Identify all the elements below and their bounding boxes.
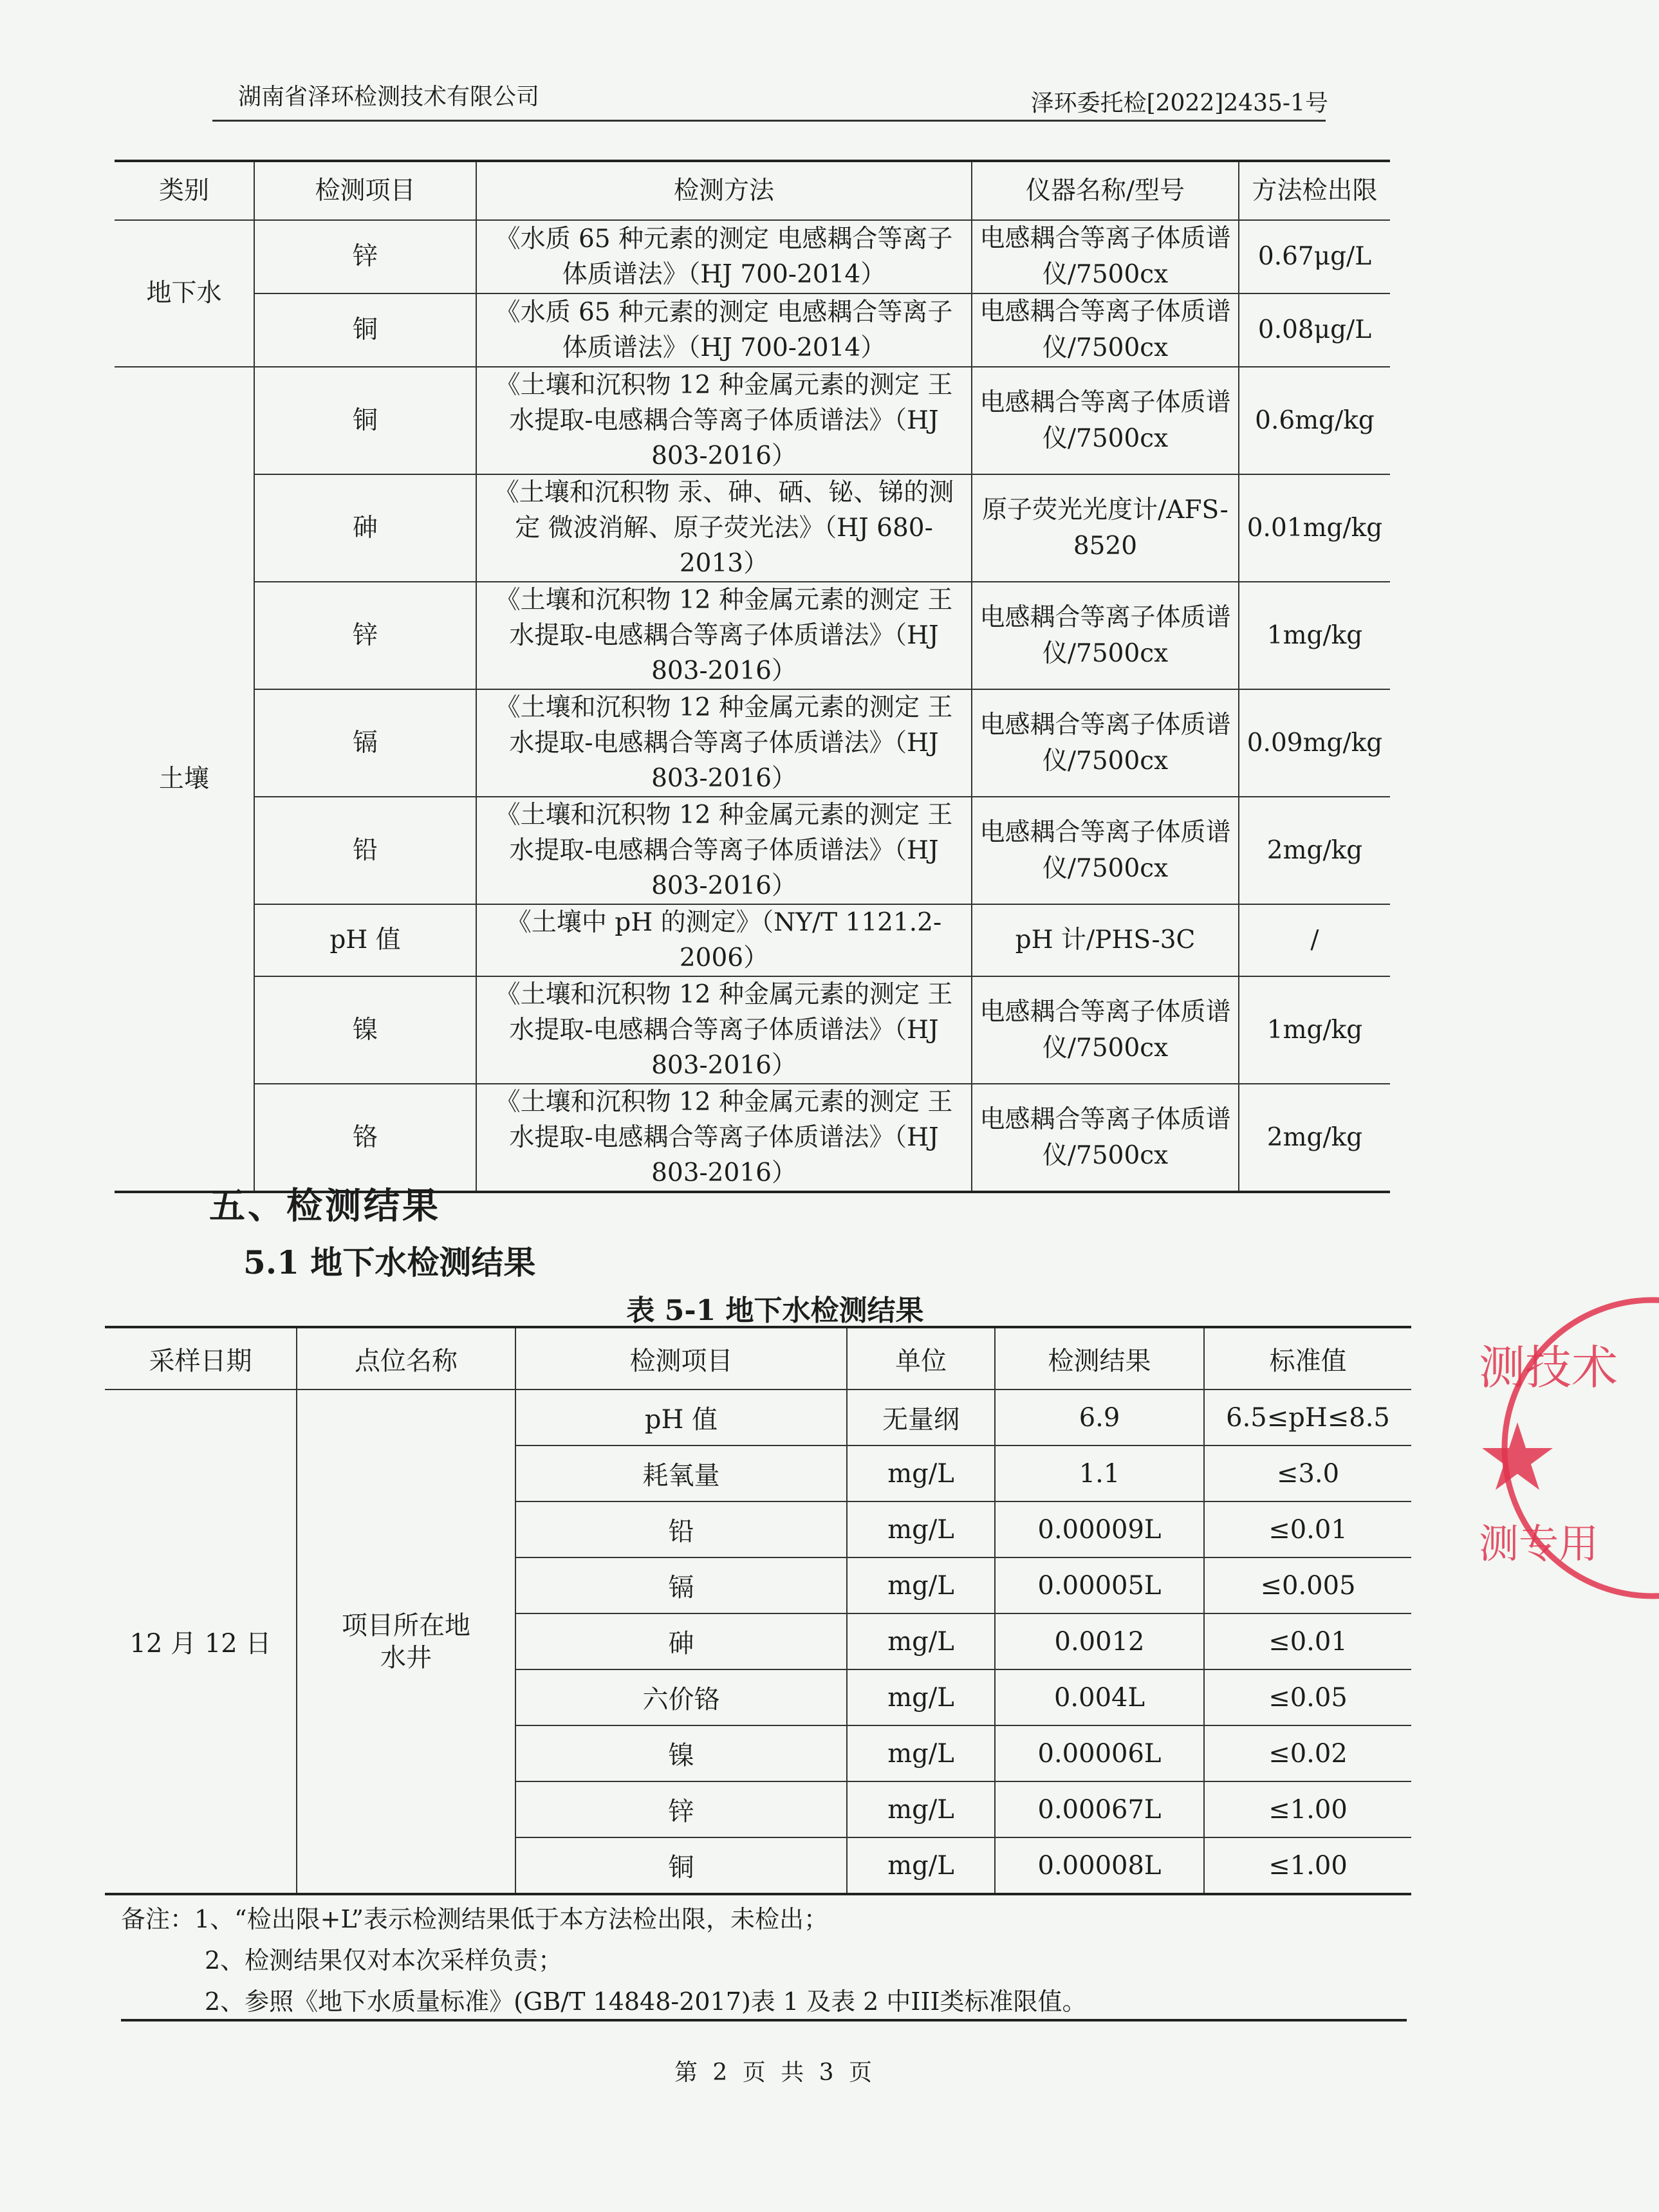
standard-cell: ≤1.00 bbox=[1204, 1781, 1411, 1837]
table-row bbox=[115, 797, 1390, 904]
item-cell: pH 值 bbox=[254, 904, 476, 976]
limit-cell: 0.01mg/kg bbox=[1239, 474, 1390, 582]
limit-cell: 2mg/kg bbox=[1239, 1084, 1390, 1192]
result-cell: 1.1 bbox=[995, 1445, 1204, 1501]
instrument-cell: 电感耦合等离子体质谱仪/7500cx bbox=[972, 797, 1239, 904]
unit-cell: mg/L bbox=[847, 1501, 995, 1557]
standard-cell: ≤0.005 bbox=[1204, 1557, 1411, 1613]
unit-cell: mg/L bbox=[847, 1613, 995, 1669]
item-cell: pH 值 bbox=[515, 1389, 847, 1445]
item-cell: 锌 bbox=[254, 220, 476, 293]
item-cell: 铅 bbox=[254, 797, 476, 904]
method-cell: 《水质 65 种元素的测定 电感耦合等离子体质谱法》（HJ 700-2014） bbox=[476, 293, 972, 367]
limit-cell: / bbox=[1239, 904, 1390, 976]
standard-cell: ≤1.00 bbox=[1204, 1837, 1411, 1894]
item-cell: 砷 bbox=[515, 1613, 847, 1669]
result-cell: 0.00008L bbox=[995, 1837, 1204, 1894]
unit-cell: mg/L bbox=[847, 1725, 995, 1781]
method-cell: 《土壤和沉积物 12 种金属元素的测定 王水提取-电感耦合等离子体质谱法》（HJ 803-2016） bbox=[476, 1084, 972, 1192]
section-title: 五、检测结果 bbox=[209, 1185, 441, 1227]
method-cell: 《土壤和沉积物 汞、砷、硒、铋、锑的测定 微波消解、原子荧光法》（HJ 680-2013） bbox=[476, 474, 972, 582]
sampling-date: 12 月 12 日 bbox=[105, 1389, 297, 1894]
result-cell: 0.00009L bbox=[995, 1501, 1204, 1557]
item-cell: 砷 bbox=[254, 474, 476, 582]
instrument-cell: 电感耦合等离子体质谱仪/7500cx bbox=[972, 1084, 1239, 1192]
limit-cell: 0.67μg/L bbox=[1239, 220, 1390, 293]
standard-cell: ≤3.0 bbox=[1204, 1445, 1411, 1501]
col-header-limit: 方法检出限 bbox=[1239, 161, 1390, 220]
seal-text-bottom: 测专用 bbox=[1479, 1520, 1599, 1567]
unit-cell: 无量纲 bbox=[847, 1389, 995, 1445]
item-cell: 铬 bbox=[254, 1084, 476, 1192]
limit-cell: 1mg/kg bbox=[1239, 976, 1390, 1084]
result-cell: 0.0012 bbox=[995, 1613, 1204, 1669]
remark-3: 2、参照《地下水质量标准》(GB/T 14848-2017)表 1 及表 2 中III类标准限值。 bbox=[205, 1987, 1087, 2016]
standard-cell: ≤0.01 bbox=[1204, 1501, 1411, 1557]
report-number: 泽环委托检[2022]2435-1号 bbox=[1030, 90, 1328, 116]
instrument-cell: 电感耦合等离子体质谱仪/7500cx bbox=[972, 689, 1239, 797]
limit-cell: 2mg/kg bbox=[1239, 797, 1390, 904]
item-cell: 镍 bbox=[515, 1725, 847, 1781]
seal-text-top: 测技术 bbox=[1479, 1341, 1618, 1395]
table-row bbox=[115, 220, 1390, 293]
table-row bbox=[115, 904, 1390, 976]
header-divider bbox=[212, 120, 1326, 122]
method-cell: 《土壤和沉积物 12 种金属元素的测定 王水提取-电感耦合等离子体质谱法》（HJ 803-2016） bbox=[476, 689, 972, 797]
col-header-method: 检测方法 bbox=[476, 161, 972, 220]
table-row bbox=[105, 1389, 1411, 1445]
col-header-instrument: 仪器名称/型号 bbox=[972, 161, 1239, 220]
subsection-title: 5.1 地下水检测结果 bbox=[243, 1243, 536, 1281]
result-table bbox=[105, 1326, 1411, 1895]
result-table-header bbox=[105, 1327, 1411, 1389]
table-row bbox=[115, 367, 1390, 474]
instrument-cell: 电感耦合等离子体质谱仪/7500cx bbox=[972, 582, 1239, 689]
table-row bbox=[115, 976, 1390, 1084]
instrument-cell: 电感耦合等离子体质谱仪/7500cx bbox=[972, 976, 1239, 1084]
table-row bbox=[115, 293, 1390, 367]
unit-cell: mg/L bbox=[847, 1557, 995, 1613]
remarks bbox=[121, 1899, 1086, 2022]
page-number: 第 2 页 共 3 页 bbox=[674, 2059, 876, 2086]
table-row bbox=[115, 474, 1390, 582]
item-cell: 六价铬 bbox=[515, 1669, 847, 1725]
instrument-cell: pH 计/PHS-3C bbox=[972, 904, 1239, 976]
bottom-divider bbox=[121, 2019, 1407, 2021]
item-cell: 锌 bbox=[515, 1781, 847, 1837]
item-cell: 镉 bbox=[254, 689, 476, 797]
method-table-header bbox=[115, 161, 1390, 220]
standard-cell: ≤0.05 bbox=[1204, 1669, 1411, 1725]
item-cell: 耗氧量 bbox=[515, 1445, 847, 1501]
category-soil: 土壤 bbox=[115, 367, 254, 1192]
item-cell: 镍 bbox=[254, 976, 476, 1084]
standard-cell: ≤0.02 bbox=[1204, 1725, 1411, 1781]
col-header-site: 点位名称 bbox=[297, 1327, 515, 1389]
unit-cell: mg/L bbox=[847, 1781, 995, 1837]
instrument-cell: 原子荧光光度计/AFS-8520 bbox=[972, 474, 1239, 582]
remark-1: 备注：1、“检出限+L”表示检测结果低于本方法检出限，未检出； bbox=[121, 1905, 828, 1933]
unit-cell: mg/L bbox=[847, 1445, 995, 1501]
col-header-item: 检测项目 bbox=[254, 161, 476, 220]
instrument-cell: 电感耦合等离子体质谱仪/7500cx bbox=[972, 220, 1239, 293]
standard-cell: 6.5≤pH≤8.5 bbox=[1204, 1389, 1411, 1445]
method-table bbox=[115, 160, 1390, 1193]
category-groundwater: 地下水 bbox=[115, 220, 254, 367]
site-name: 项目所在地水井 bbox=[297, 1389, 515, 1894]
method-cell: 《土壤和沉积物 12 种金属元素的测定 王水提取-电感耦合等离子体质谱法》（HJ 803-2016） bbox=[476, 367, 972, 474]
limit-cell: 0.09mg/kg bbox=[1239, 689, 1390, 797]
col-header-unit: 单位 bbox=[847, 1327, 995, 1389]
col-header-item: 检测项目 bbox=[515, 1327, 847, 1389]
table-row bbox=[115, 582, 1390, 689]
col-header-result: 检测结果 bbox=[995, 1327, 1204, 1389]
item-cell: 锌 bbox=[254, 582, 476, 689]
method-cell: 《土壤和沉积物 12 种金属元素的测定 王水提取-电感耦合等离子体质谱法》（HJ 803-2016） bbox=[476, 976, 972, 1084]
col-header-date: 采样日期 bbox=[105, 1327, 297, 1389]
result-cell: 0.00067L bbox=[995, 1781, 1204, 1837]
remark-2: 2、检测结果仅对本次采样负责； bbox=[205, 1946, 563, 1975]
result-cell: 0.00006L bbox=[995, 1725, 1204, 1781]
standard-cell: ≤0.01 bbox=[1204, 1613, 1411, 1669]
unit-cell: mg/L bbox=[847, 1669, 995, 1725]
method-cell: 《土壤中 pH 的测定》（NY/T 1121.2-2006） bbox=[476, 904, 972, 976]
col-header-standard: 标准值 bbox=[1204, 1327, 1411, 1389]
result-cell: 0.00005L bbox=[995, 1557, 1204, 1613]
instrument-cell: 电感耦合等离子体质谱仪/7500cx bbox=[972, 293, 1239, 367]
method-cell: 《土壤和沉积物 12 种金属元素的测定 王水提取-电感耦合等离子体质谱法》（HJ 803-2016） bbox=[476, 797, 972, 904]
result-cell: 6.9 bbox=[995, 1389, 1204, 1445]
table-row bbox=[115, 689, 1390, 797]
instrument-cell: 电感耦合等离子体质谱仪/7500cx bbox=[972, 367, 1239, 474]
item-cell: 铜 bbox=[254, 293, 476, 367]
limit-cell: 1mg/kg bbox=[1239, 582, 1390, 689]
limit-cell: 0.08μg/L bbox=[1239, 293, 1390, 367]
method-cell: 《土壤和沉积物 12 种金属元素的测定 王水提取-电感耦合等离子体质谱法》（HJ 803-2016） bbox=[476, 582, 972, 689]
item-cell: 铅 bbox=[515, 1501, 847, 1557]
company-name: 湖南省泽环检测技术有限公司 bbox=[238, 84, 540, 110]
table-row bbox=[115, 1084, 1390, 1192]
item-cell: 铜 bbox=[254, 367, 476, 474]
item-cell: 镉 bbox=[515, 1557, 847, 1613]
item-cell: 铜 bbox=[515, 1837, 847, 1894]
result-cell: 0.004L bbox=[995, 1669, 1204, 1725]
table-caption: 表 5-1 地下水检测结果 bbox=[626, 1294, 924, 1327]
inspection-seal bbox=[1466, 1294, 1659, 1603]
col-header-category: 类别 bbox=[115, 161, 254, 220]
method-cell: 《水质 65 种元素的测定 电感耦合等离子体质谱法》（HJ 700-2014） bbox=[476, 220, 972, 293]
limit-cell: 0.6mg/kg bbox=[1239, 367, 1390, 474]
unit-cell: mg/L bbox=[847, 1837, 995, 1894]
